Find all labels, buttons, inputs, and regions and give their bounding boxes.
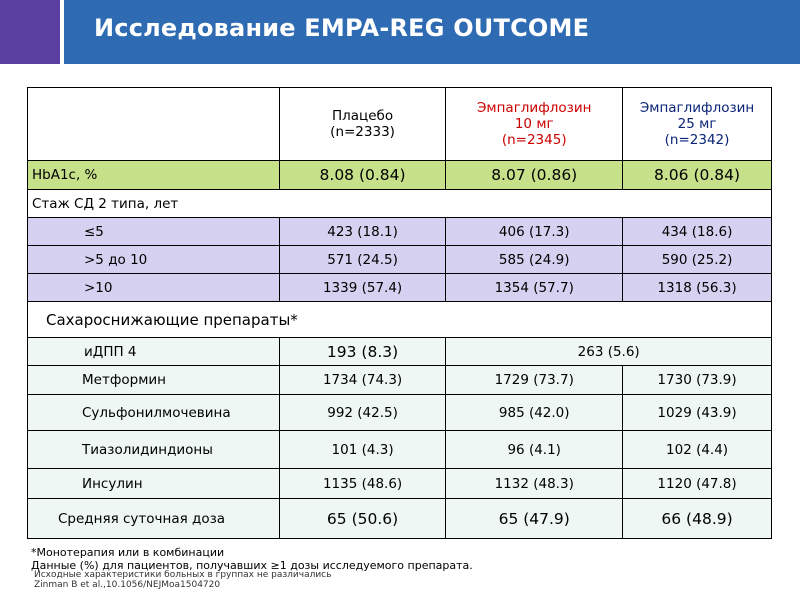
table-row-duration-heading bbox=[28, 190, 772, 218]
table-row bbox=[28, 431, 772, 469]
cell-placebo: 423 (18.1) bbox=[279, 218, 446, 246]
slide-header bbox=[0, 0, 800, 64]
footnotes bbox=[31, 546, 473, 572]
cell-empa-25: 1318 (56.3) bbox=[623, 274, 772, 302]
cell-empa-10: 65 (47.9) bbox=[446, 499, 623, 539]
footnote-data-note: Данные (%) для пациентов, получавших ≥1 дозы исследуемого препарата. bbox=[31, 559, 473, 572]
cell-empa-25: 8.06 (0.84) bbox=[623, 161, 772, 190]
cell-empa-10: 585 (24.9) bbox=[446, 246, 623, 274]
table-row bbox=[28, 246, 772, 274]
cell-empa-10: 1729 (73.7) bbox=[446, 366, 623, 395]
cell-empa-25: 1120 (47.8) bbox=[623, 469, 772, 499]
table-row-dpp4 bbox=[28, 338, 772, 366]
cell-empa-25: 434 (18.6) bbox=[623, 218, 772, 246]
cell-placebo: 101 (4.3) bbox=[279, 431, 446, 469]
cell-placebo: 992 (42.5) bbox=[279, 395, 446, 431]
row-label: >10 bbox=[28, 274, 280, 302]
table-row bbox=[28, 395, 772, 431]
header-empa-10: Эмпаглифлозин 10 мг (n=2345) bbox=[446, 88, 623, 161]
row-label: >5 до 10 bbox=[28, 246, 280, 274]
section-label-drugs: Сахароснижающие препараты* bbox=[28, 302, 772, 338]
footnote-no-differences: Исходные характеристики больных в группах не различались bbox=[34, 570, 332, 580]
table-row bbox=[28, 366, 772, 395]
table-row-hba1c bbox=[28, 161, 772, 190]
cell-empa-25: 1029 (43.9) bbox=[623, 395, 772, 431]
cell-empa-25: 102 (4.4) bbox=[623, 431, 772, 469]
slide-title: Исследование EMPA-REG OUTCOME bbox=[94, 14, 590, 42]
cell-empa-10: 96 (4.1) bbox=[446, 431, 623, 469]
cell-empa-10: 8.07 (0.86) bbox=[446, 161, 623, 190]
cell-placebo: 1734 (74.3) bbox=[279, 366, 446, 395]
row-label: Сульфонилмочевина bbox=[28, 395, 280, 431]
cell-placebo: 571 (24.5) bbox=[279, 246, 446, 274]
row-label: Средняя суточная доза bbox=[28, 499, 280, 539]
cell-placebo: 8.08 (0.84) bbox=[279, 161, 446, 190]
table-row bbox=[28, 218, 772, 246]
cell-empa-25: 590 (25.2) bbox=[623, 246, 772, 274]
cell-placebo: 65 (50.6) bbox=[279, 499, 446, 539]
cell-placebo: 1135 (48.6) bbox=[279, 469, 446, 499]
header-empa-25: Эмпаглифлозин 25 мг (n=2342) bbox=[623, 88, 772, 161]
row-label: HbA1c, % bbox=[28, 161, 280, 190]
cell-empa-10: 1132 (48.3) bbox=[446, 469, 623, 499]
footnote-monotherapy: *Монотерапия или в комбинации bbox=[31, 546, 225, 559]
footnote-citation: Zinman B et al.,10.1056/NEJMoa1504720 bbox=[34, 580, 221, 590]
table-header-row bbox=[28, 88, 772, 161]
cell-empa-pooled: 263 (5.6) bbox=[446, 338, 772, 366]
table-row bbox=[28, 274, 772, 302]
row-label: ≤5 bbox=[28, 218, 280, 246]
table-row bbox=[28, 469, 772, 499]
row-label: Инсулин bbox=[28, 469, 280, 499]
cell-empa-25: 1730 (73.9) bbox=[623, 366, 772, 395]
table-row-dose bbox=[28, 499, 772, 539]
section-label-duration: Стаж СД 2 типа, лет bbox=[28, 190, 772, 218]
cell-empa-25: 66 (48.9) bbox=[623, 499, 772, 539]
cell-empa-10: 985 (42.0) bbox=[446, 395, 623, 431]
row-label: Тиазолидиндионы bbox=[28, 431, 280, 469]
cell-placebo: 193 (8.3) bbox=[279, 338, 446, 366]
cell-empa-10: 406 (17.3) bbox=[446, 218, 623, 246]
footnotes-small bbox=[34, 570, 331, 590]
table-row-drugs-heading bbox=[28, 302, 772, 338]
baseline-characteristics-table bbox=[27, 87, 772, 539]
header-accent-block bbox=[0, 0, 60, 64]
header-empty-cell bbox=[28, 88, 280, 161]
row-label: Метформин bbox=[28, 366, 280, 395]
cell-placebo: 1339 (57.4) bbox=[279, 274, 446, 302]
header-placebo: Плацебо (n=2333) bbox=[279, 88, 446, 161]
cell-empa-10: 1354 (57.7) bbox=[446, 274, 623, 302]
row-label: иДПП 4 bbox=[28, 338, 280, 366]
